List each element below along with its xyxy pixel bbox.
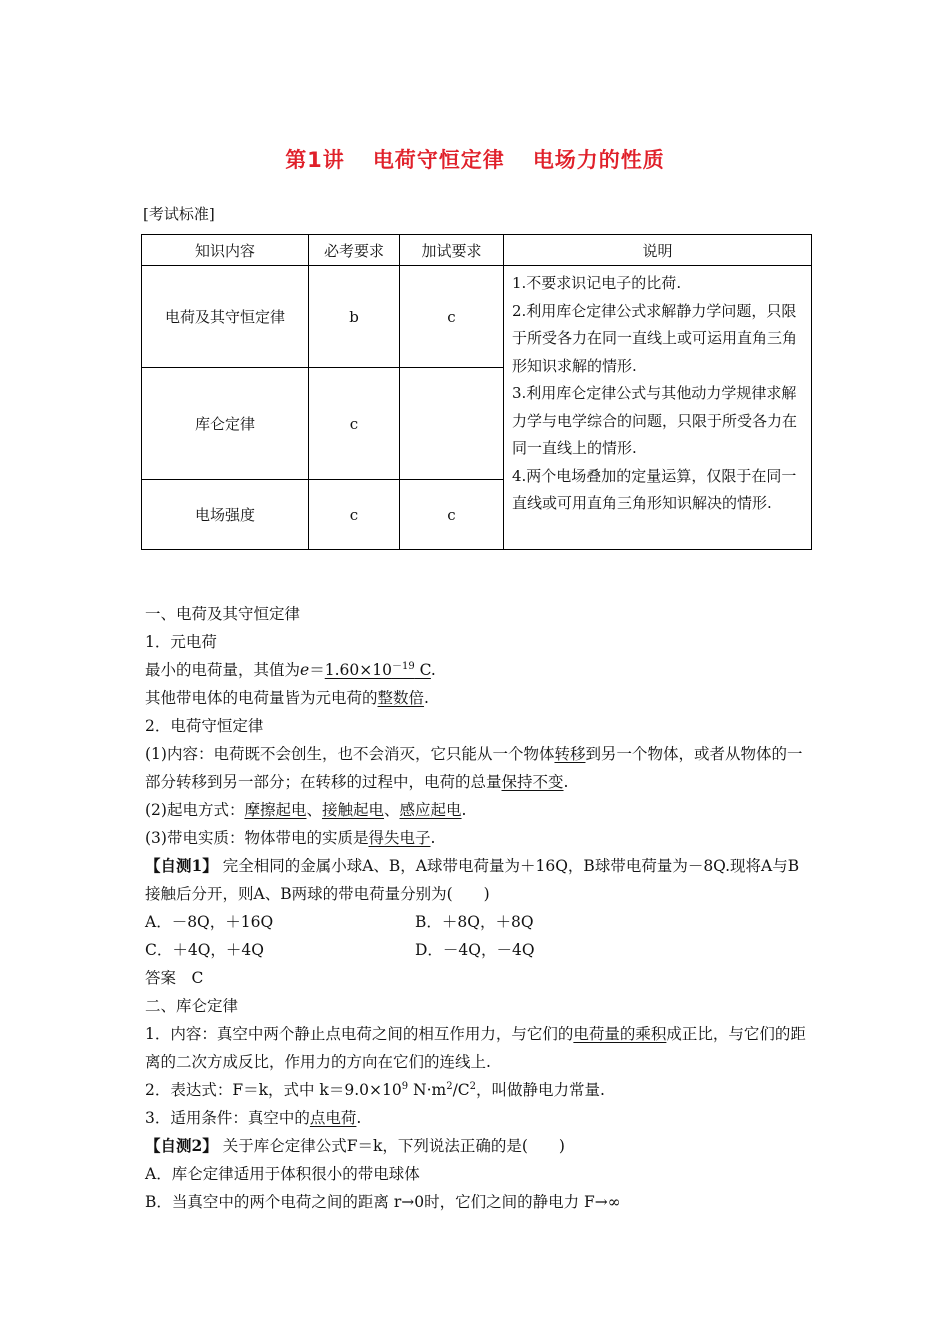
table-cell: c xyxy=(309,368,400,480)
header-knowledge: 知识内容 xyxy=(142,235,309,266)
option-a: A．库仑定律适用于体积很小的带电球体 xyxy=(145,1165,420,1183)
header-notes: 说明 xyxy=(504,235,812,266)
answer: 答案 C xyxy=(145,969,204,987)
question: 【自测1】 完全相同的金属小球A、B，A球带电荷量为＋16Q，B球带电荷量为－8Q.现将A与B接触后分开，则A、B两球的带电荷量分别为( ) xyxy=(145,856,800,903)
note-item: 3.利用库仑定律公式与其他动力学规律求解力学与电学综合的问题，只限于所受各力在同一直线上的情形. xyxy=(512,384,798,457)
title-topic-2: 电场力的性质 xyxy=(532,148,665,172)
note-item: 2.利用库仑定律公式求解静力学问题，只限于所受各力在同一直线上或可运用直角三角形知识求解的情形. xyxy=(512,301,798,375)
option-c: C．＋4Q，＋4Q xyxy=(145,941,264,959)
section-heading: 二、库仑定律 xyxy=(145,997,239,1015)
title-topic-1: 电荷守恒定律 xyxy=(372,148,505,172)
paragraph: 2．表达式：F＝k，式中 $k=9.0\times 10^9$ $N\cdot m^2/C^2$，叫做静电力常量. xyxy=(145,1080,605,1099)
table-cell xyxy=(400,368,504,480)
paragraph: (3)带电实质：物体带电的实质是得失电子. xyxy=(145,829,436,847)
option-a: A．－8Q，＋16Q xyxy=(145,913,274,931)
lecture-number: 第1讲 xyxy=(285,148,345,172)
table-cell: c xyxy=(400,266,504,368)
subheading: 2．电荷守恒定律 xyxy=(145,717,264,735)
body-text xyxy=(145,600,811,1216)
table-cell: 电场强度 xyxy=(142,480,309,550)
paragraph: 3．适用条件：真空中的点电荷. xyxy=(145,1109,362,1127)
page-title xyxy=(0,144,950,174)
table-cell: b xyxy=(309,266,400,368)
paragraph: 最小的电荷量，其值为$e=1.60\times 10^{-19}$ C. xyxy=(145,660,436,679)
standards-label: [考试标准] xyxy=(143,205,215,223)
paragraph: 1．内容：真空中两个静止点电荷之间的相互作用力，与它们的电荷量的乘积成正比，与它们的距离的二次方成反比，作用力的方向在它们的连线上. xyxy=(145,1025,806,1071)
option-d: D．－4Q，－4Q xyxy=(415,941,535,959)
standards-table xyxy=(141,234,812,550)
paragraph: (2)起电方式：摩擦起电、接触起电、感应起电. xyxy=(145,801,467,819)
options-row xyxy=(145,936,811,964)
options-row xyxy=(145,908,811,936)
option-b: B．当真空中的两个电荷之间的距离 r→0时，它们之间的静电力 F→∞ xyxy=(145,1193,621,1211)
header-required: 必考要求 xyxy=(309,235,400,266)
table-cell: 库仑定律 xyxy=(142,368,309,480)
question-label: 【自测2】 xyxy=(145,1136,218,1155)
table-cell: c xyxy=(309,480,400,550)
question: 【自测2】 关于库仑定律公式F＝k，下列说法正确的是( ) xyxy=(145,1136,565,1155)
subheading: 1．元电荷 xyxy=(145,633,217,651)
paragraph: (1)内容：电荷既不会创生，也不会消灭，它只能从一个物体转移到另一个物体，或者从物体的一部分转移到另一部分；在转移的过程中，电荷的总量保持不变. xyxy=(145,745,803,791)
paragraph: 其他带电体的电荷量皆为元电荷的整数倍. xyxy=(145,689,429,707)
note-item: 4.两个电场叠加的定量运算，仅限于在同一直线或可用直角三角形知识解决的情形. xyxy=(512,466,797,512)
note-item: 1.不要求识记电子的比荷. xyxy=(512,274,682,292)
table-cell: 电荷及其守恒定律 xyxy=(142,266,309,368)
header-extra: 加试要求 xyxy=(400,235,504,266)
option-b: B．＋8Q，＋8Q xyxy=(415,913,534,931)
section-heading: 一、电荷及其守恒定律 xyxy=(145,605,301,623)
table-cell: c xyxy=(400,480,504,550)
notes-cell xyxy=(504,266,812,550)
question-label: 【自测1】 xyxy=(145,856,218,875)
